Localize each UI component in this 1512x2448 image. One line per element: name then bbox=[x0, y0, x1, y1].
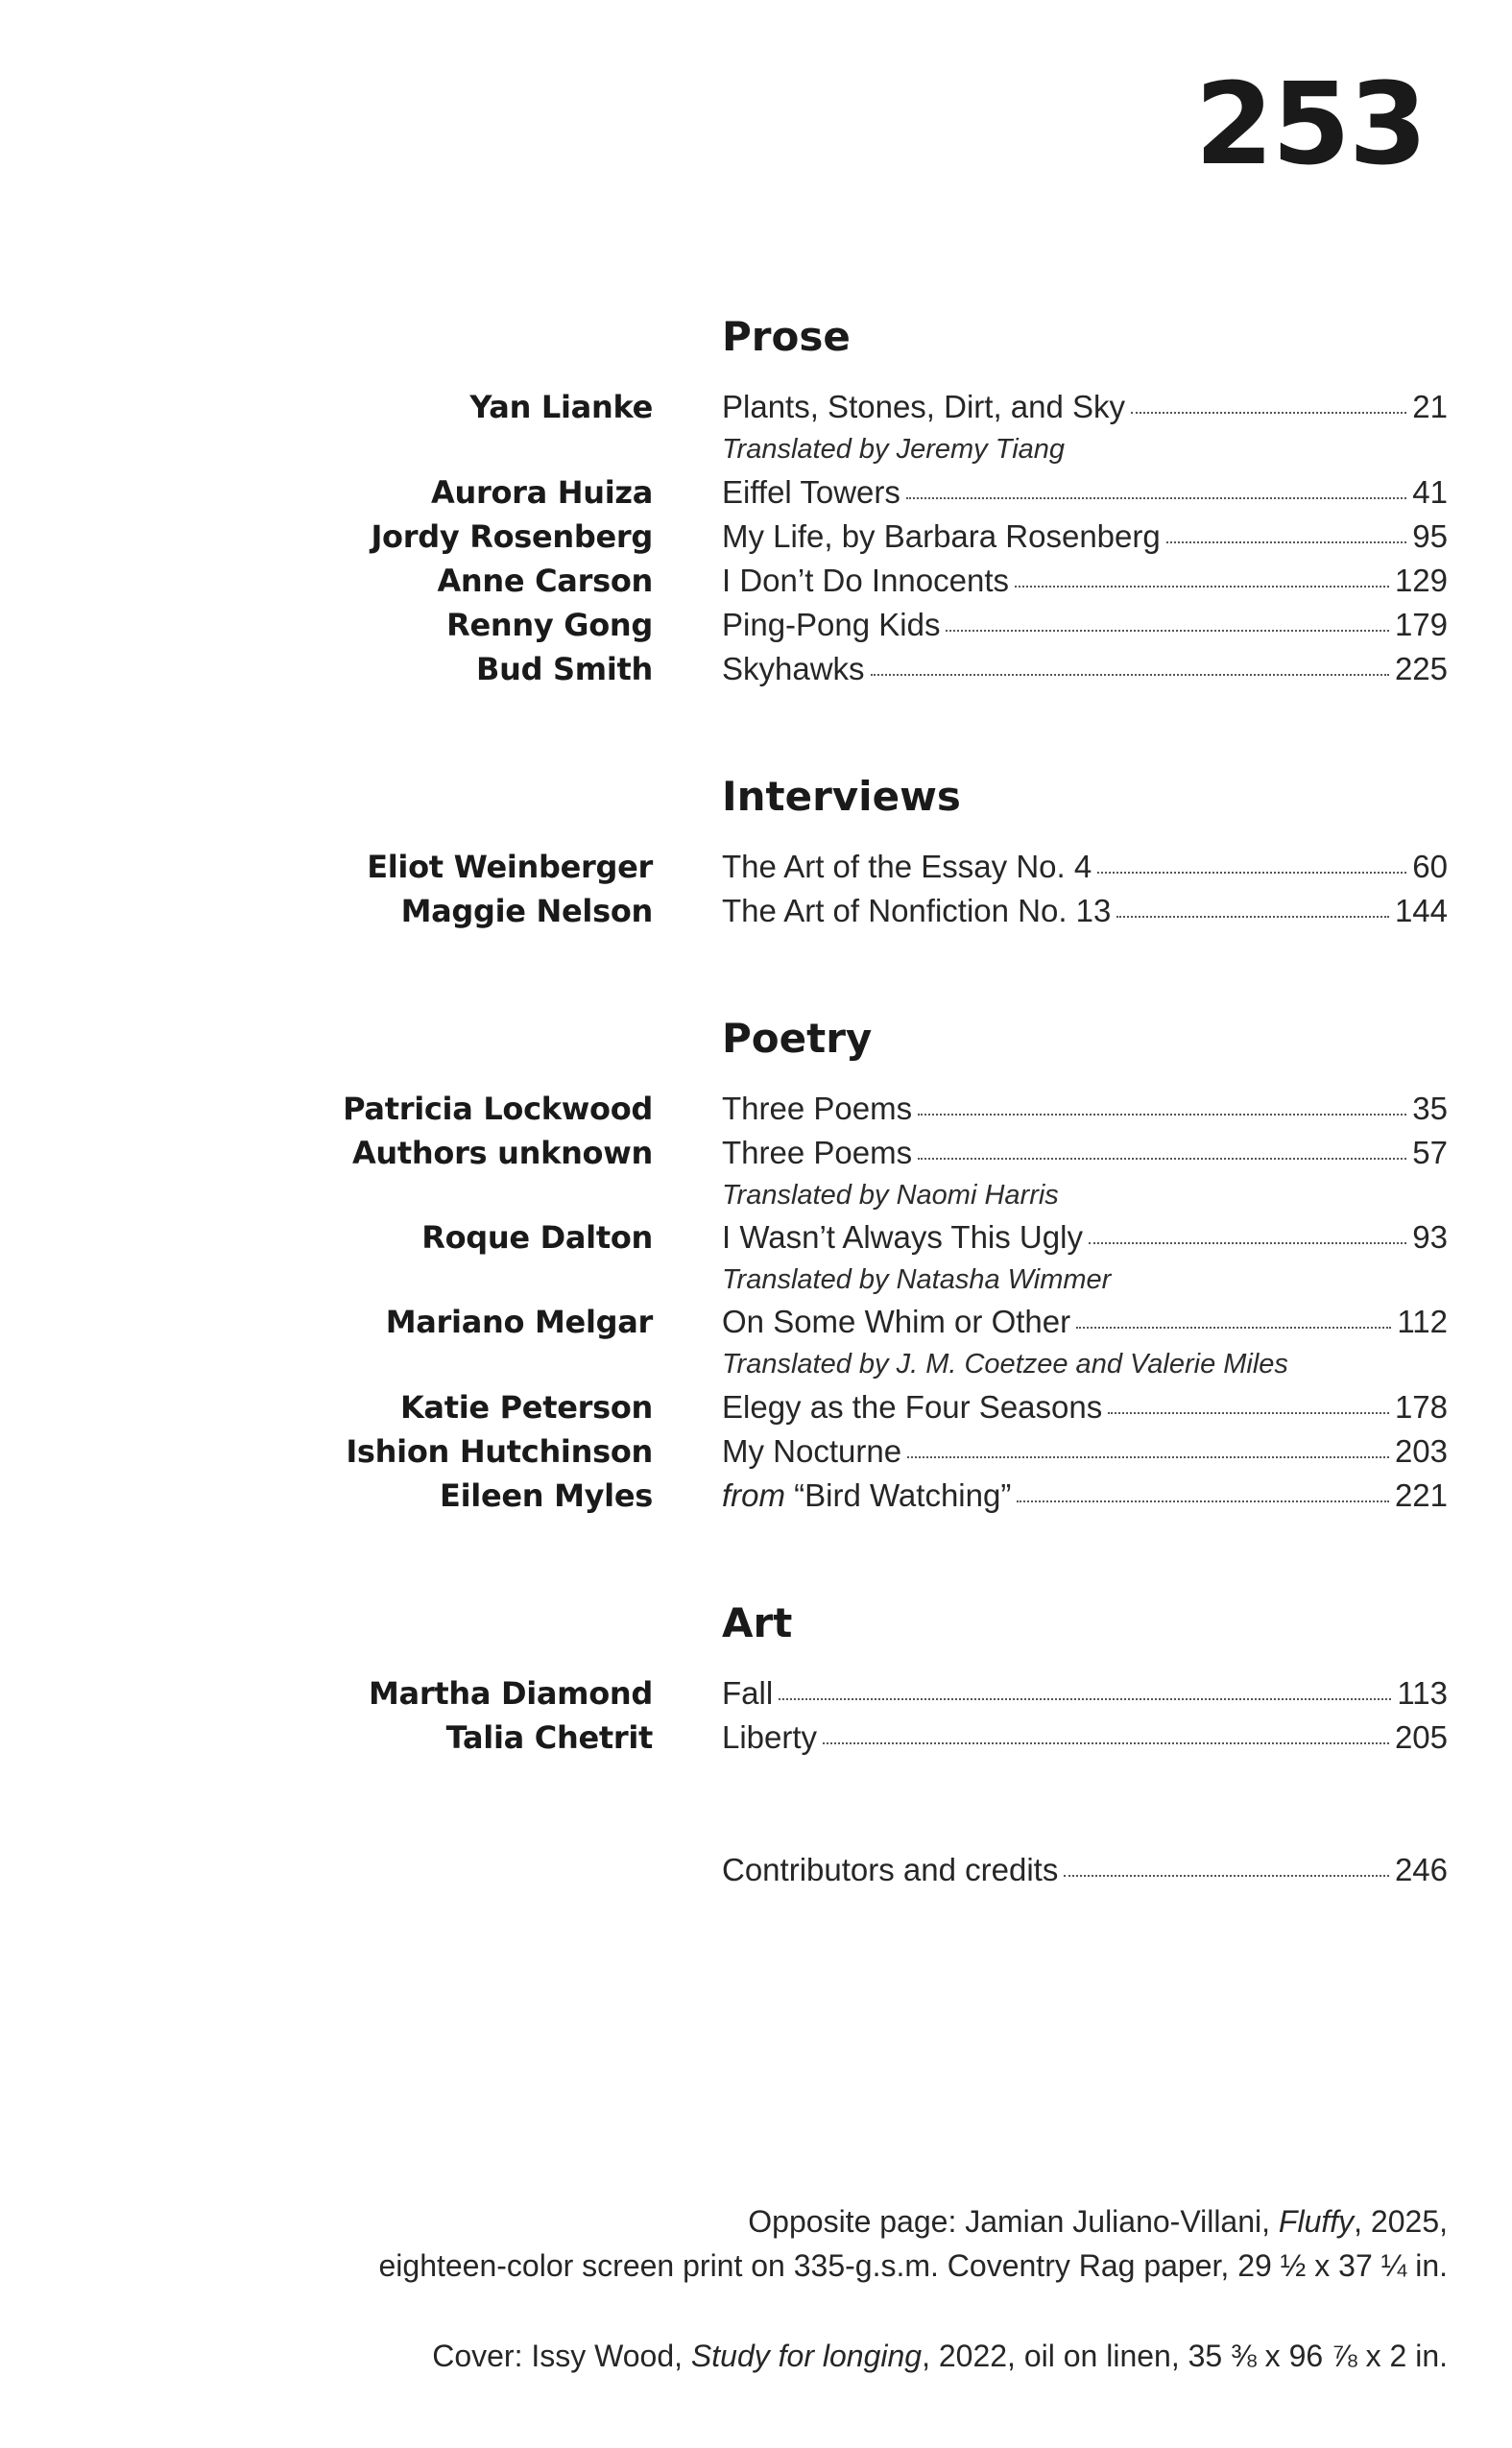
dot-leader bbox=[1097, 872, 1406, 874]
toc-entry[interactable] bbox=[0, 1300, 1512, 1344]
issue-number: 253 bbox=[1194, 58, 1426, 190]
dot-leader bbox=[1076, 1327, 1391, 1329]
toc-entry[interactable] bbox=[0, 889, 1512, 933]
entry-page: 113 bbox=[1397, 1675, 1448, 1711]
entry-title: Liberty bbox=[722, 1719, 818, 1755]
toc-entry[interactable] bbox=[0, 1671, 1512, 1716]
entry-page: 41 bbox=[1412, 474, 1448, 510]
toc-entry[interactable] bbox=[0, 1087, 1512, 1131]
entry-page: 205 bbox=[1394, 1719, 1448, 1755]
dot-leader bbox=[907, 1456, 1389, 1458]
entry-page: 93 bbox=[1412, 1219, 1448, 1255]
section-heading-interviews: Interviews bbox=[722, 773, 961, 820]
toc-entry[interactable] bbox=[0, 845, 1512, 889]
entry-author: Renny Gong bbox=[446, 607, 653, 643]
toc-entry[interactable] bbox=[0, 470, 1512, 515]
entry-title bbox=[722, 1474, 1011, 1518]
toc-entry[interactable] bbox=[0, 1215, 1512, 1260]
entry-title: Three Poems bbox=[722, 1091, 913, 1126]
entry-translator: Translated by Naomi Harris bbox=[722, 1180, 1059, 1211]
entry-page: 203 bbox=[1394, 1433, 1448, 1469]
entry-page: 21 bbox=[1412, 389, 1448, 424]
entry-title: My Life, by Barbara Rosenberg bbox=[722, 518, 1161, 554]
dot-leader bbox=[1166, 541, 1407, 543]
entry-title: Skyhawks bbox=[722, 651, 865, 686]
dot-leader bbox=[918, 1158, 1406, 1160]
entry-author: Ishion Hutchinson bbox=[346, 1433, 653, 1470]
entry-page: 60 bbox=[1412, 849, 1448, 884]
entry-page: 221 bbox=[1394, 1477, 1448, 1513]
cover-work-title: Study for longing bbox=[690, 2339, 923, 2373]
toc-entry[interactable] bbox=[0, 1716, 1512, 1760]
entry-translator: Translated by Natasha Wimmer bbox=[722, 1264, 1112, 1295]
dot-leader bbox=[1064, 1875, 1389, 1877]
opposite-page-credit-line2: eighteen-color screen print on 335-g.s.m. Coventry Rag paper, 29 ½ x 37 ¼ in. bbox=[378, 2248, 1448, 2283]
entry-title: I Don’t Do Innocents bbox=[722, 563, 1009, 598]
cover-credit: Cover: Issy Wood, Study for longing, 2022, oil on linen, 35 ⅜ x 96 ⅞ x 2 in. bbox=[432, 2339, 1448, 2373]
dot-leader bbox=[1089, 1242, 1406, 1244]
entry-title-prefix: from bbox=[722, 1477, 785, 1513]
toc-entry[interactable] bbox=[0, 1429, 1512, 1474]
dot-leader bbox=[1015, 586, 1389, 588]
dot-leader bbox=[1108, 1412, 1389, 1414]
toc-entry[interactable] bbox=[0, 385, 1512, 429]
dot-leader bbox=[871, 674, 1389, 676]
entry-author: Maggie Nelson bbox=[400, 893, 653, 929]
dot-leader bbox=[1116, 916, 1389, 918]
toc-entry[interactable] bbox=[0, 1131, 1512, 1175]
toc-entry[interactable] bbox=[0, 1385, 1512, 1429]
entry-page: 95 bbox=[1412, 518, 1448, 554]
entry-translator: Translated by Jeremy Tiang bbox=[722, 434, 1066, 465]
entry-page: 246 bbox=[1394, 1852, 1448, 1887]
entry-page: 178 bbox=[1394, 1389, 1448, 1425]
entry-author: Aurora Huiza bbox=[431, 474, 653, 511]
entry-author: Roque Dalton bbox=[421, 1219, 653, 1256]
entry-author: Talia Chetrit bbox=[445, 1719, 653, 1756]
toc-entry[interactable] bbox=[0, 603, 1512, 647]
opposite-page-credit-line1: Opposite page: Jamian Juliano-Villani, Fluffy, 2025, bbox=[748, 2204, 1448, 2239]
entry-author: Authors unknown bbox=[351, 1135, 653, 1171]
toc-entry-contributors[interactable] bbox=[0, 1848, 1512, 1892]
entry-title: Ping-Pong Kids bbox=[722, 607, 941, 642]
dot-leader bbox=[823, 1742, 1389, 1744]
entry-page: 144 bbox=[1394, 893, 1448, 928]
entry-author: Jordy Rosenberg bbox=[371, 518, 653, 555]
toc-entry[interactable] bbox=[0, 647, 1512, 691]
entry-author: Bud Smith bbox=[476, 651, 653, 687]
entry-page: 129 bbox=[1394, 563, 1448, 598]
entry-author: Patricia Lockwood bbox=[343, 1091, 653, 1127]
entry-author: Eileen Myles bbox=[440, 1477, 653, 1514]
dot-leader bbox=[946, 630, 1388, 632]
entry-title: The Art of the Essay No. 4 bbox=[722, 849, 1092, 884]
entry-page: 179 bbox=[1394, 607, 1448, 642]
entry-title: The Art of Nonfiction No. 13 bbox=[722, 893, 1112, 928]
entry-page: 225 bbox=[1394, 651, 1448, 686]
dot-leader bbox=[1017, 1500, 1389, 1502]
toc-entry[interactable] bbox=[0, 515, 1512, 559]
entry-title: On Some Whim or Other bbox=[722, 1304, 1071, 1339]
entry-author: Martha Diamond bbox=[369, 1675, 653, 1712]
entry-title: Eiffel Towers bbox=[722, 474, 900, 510]
dot-leader bbox=[779, 1698, 1391, 1700]
entry-author: Yan Lianke bbox=[469, 389, 653, 425]
entry-title: Three Poems bbox=[722, 1135, 913, 1170]
dot-leader bbox=[906, 497, 1406, 499]
entry-title: Fall bbox=[722, 1675, 774, 1711]
entry-title: My Nocturne bbox=[722, 1433, 902, 1469]
entry-author: Mariano Melgar bbox=[385, 1304, 653, 1340]
entry-title: Contributors and credits bbox=[722, 1852, 1059, 1887]
entry-page: 35 bbox=[1412, 1091, 1448, 1126]
entry-title: Plants, Stones, Dirt, and Sky bbox=[722, 389, 1126, 424]
entry-translator: Translated by J. M. Coetzee and Valerie Miles bbox=[722, 1349, 1288, 1380]
opposite-work-title: Fluffy bbox=[1278, 2204, 1355, 2239]
dot-leader bbox=[1131, 412, 1406, 414]
entry-page: 57 bbox=[1412, 1135, 1448, 1170]
section-heading-poetry: Poetry bbox=[722, 1015, 873, 1062]
toc-entry[interactable] bbox=[0, 1474, 1512, 1518]
entry-page: 112 bbox=[1397, 1304, 1448, 1339]
entry-title-text: “Bird Watching” bbox=[785, 1477, 1012, 1513]
entry-title: Elegy as the Four Seasons bbox=[722, 1389, 1103, 1425]
toc-entry[interactable] bbox=[0, 559, 1512, 603]
section-heading-art: Art bbox=[722, 1599, 793, 1646]
dot-leader bbox=[918, 1114, 1406, 1116]
section-heading-prose: Prose bbox=[722, 313, 851, 360]
entry-title: I Wasn’t Always This Ugly bbox=[722, 1219, 1083, 1255]
entry-author: Katie Peterson bbox=[399, 1389, 653, 1426]
entry-author: Eliot Weinberger bbox=[367, 849, 653, 885]
entry-author: Anne Carson bbox=[437, 563, 653, 599]
